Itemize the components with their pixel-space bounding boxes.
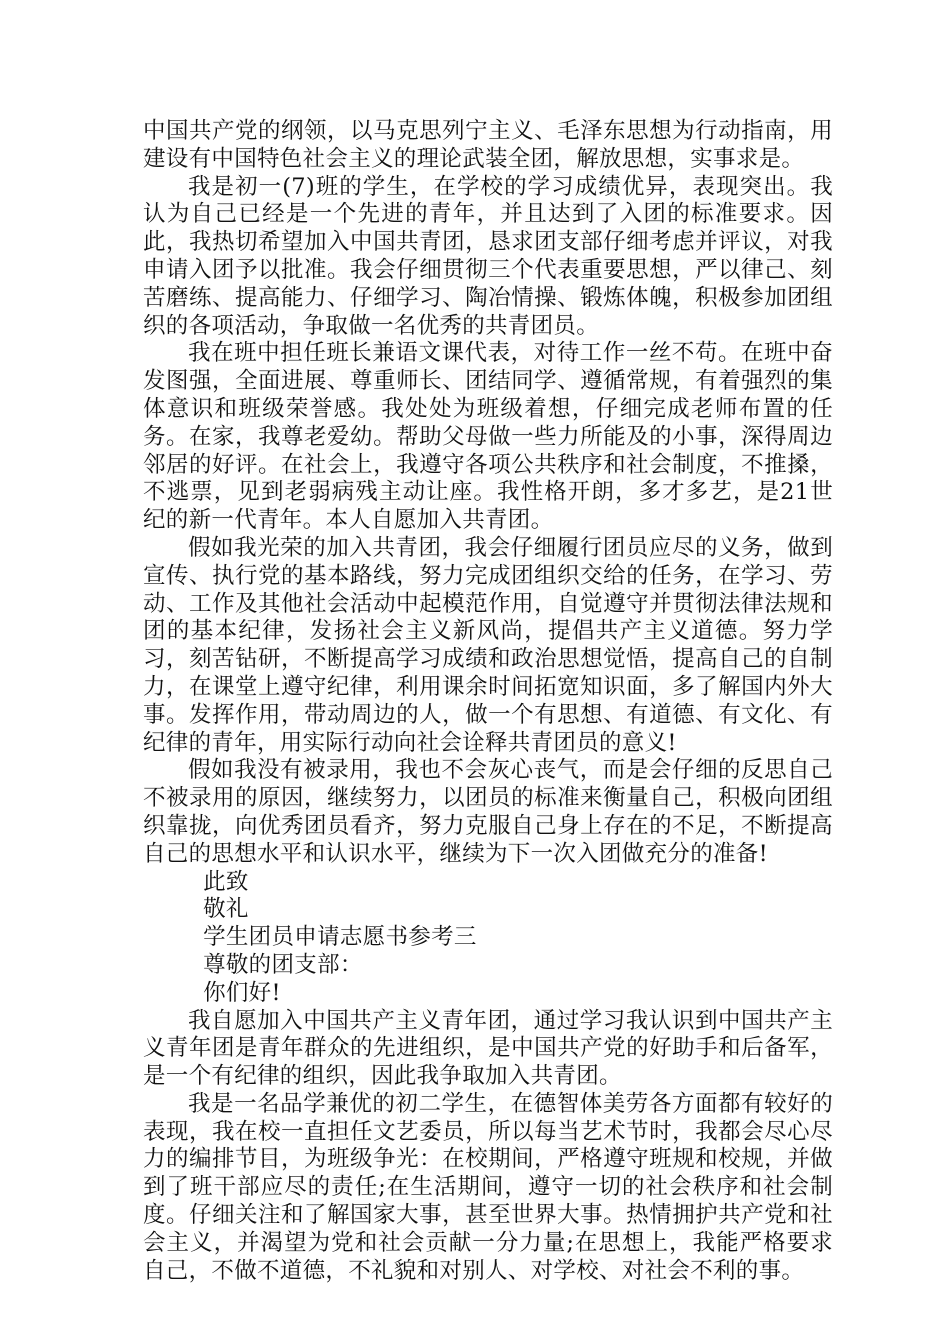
document-body bbox=[143, 118, 833, 1285]
closing-respect: 敬礼 bbox=[203, 896, 249, 923]
paragraph-student-performance: 我是一名品学兼优的初二学生，在德智体美劳各方面都有较好的表现，我在校一直担任文艺委员，所以每当艺术节时，我都会尽心尽力的编排节目，为班级争光：在校期间，严格遵守班规和校规，并做到了班干部应尽的责任;在生活期间，遵守一切的社会秩序和社会制度。仔细关注和了解国家大事，甚至世界大事。热情拥护共产党和社会主义，并渴望为党和社会贡献一分力量;在思想上，我能严格要求自己，不做不道德，不礼貌和对别人、对学校、对社会不利的事。 bbox=[143, 1090, 833, 1284]
section-heading: 学生团员申请志愿书参考三 bbox=[203, 924, 477, 951]
paragraph-party-program: 中国共产党的纲领，以马克思列宁主义、毛泽东思想为行动指南，用建设有中国特色社会主义的理论武装全团，解放思想，实事求是。 bbox=[143, 118, 833, 172]
paragraph-class-role: 我在班中担任班长兼语文课代表，对待工作一丝不苟。在班中奋发图强，全面进展、尊重师长、团结同学、遵循常规，有着强烈的集体意识和班级荣誉感。我处处为班级着想，仔细完成老师布置的任务。在家，我尊老爱幼。帮助父母做一些力所能及的小事，深得周边邻居的好评。在社会上，我遵守各项公共秩序和社会制度，不推搡，不逃票，见到老弱病残主动让座。我性格开朗，多才多艺，是21世纪的新一代青年。本人自愿加入共青团。 bbox=[143, 340, 833, 534]
closing-salutation: 此致 bbox=[203, 868, 249, 895]
paragraph-student-intro: 我是初一(7)班的学生，在学校的学习成绩优异，表现突出。我认为自己已经是一个先进的青年，并且达到了入团的标准要求。因此，我热切希望加入中国共青团，恳求团支部仔细考虑并评议，对我申请入团予以批准。我会仔细贯彻三个代表重要思想，严以律己、刻苦磨练、提高能力、仔细学习、陶冶情操、锻炼体魄，积极参加团组织的各项活动，争取做一名优秀的共青团员。 bbox=[143, 173, 833, 339]
paragraph-if-rejected: 假如我没有被录用，我也不会灰心丧气，而是会仔细的反思自己不被录用的原因，继续努力，以团员的标准来衡量自己，积极向团组织靠拢，向优秀团员看齐，努力克服自己身上存在的不足，不断提高自己的思想水平和认识水平，继续为下一次入团做充分的准备! bbox=[143, 757, 833, 867]
greeting-recipient: 尊敬的团支部： bbox=[203, 951, 363, 978]
paragraph-if-admitted: 假如我光荣的加入共青团，我会仔细履行团员应尽的义务，做到宣传、执行党的基本路线，努力完成团组织交给的任务，在学习、劳动、工作及其他社会活动中起模范作用，自觉遵守并贯彻法律法规和团的基本纪律，发扬社会主义新风尚，提倡共产主义道德。努力学习，刻苦钻研，不断提高学习成绩和政治思想觉悟，提高自己的自制力，在课堂上遵守纪律，利用课余时间拓宽知识面，多了解国内外大事。发挥作用，带动周边的人，做一个有思想、有道德、有文化、有纪律的青年，用实际行动向社会诠释共青团员的意义! bbox=[143, 534, 833, 756]
paragraph-voluntary-join: 我自愿加入中国共产主义青年团，通过学习我认识到中国共产主义青年团是青年群众的先进组织，是中国共产党的好助手和后备军，是一个有纪律的组织，因此我争取加入共青团。 bbox=[143, 1007, 833, 1090]
greeting-hello: 你们好! bbox=[203, 979, 281, 1006]
